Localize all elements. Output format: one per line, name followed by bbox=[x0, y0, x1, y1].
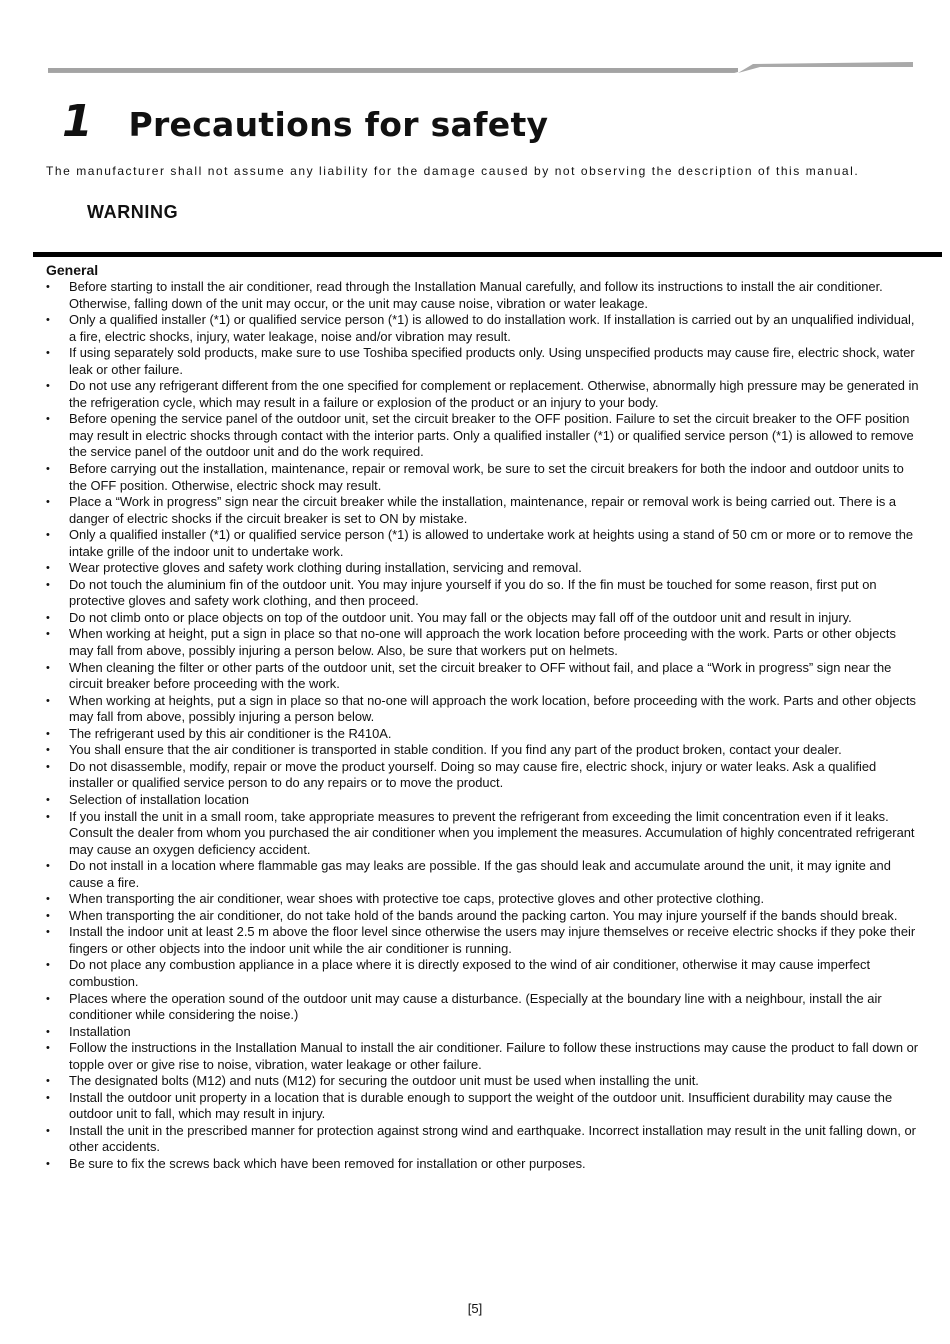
bullet-icon: • bbox=[46, 562, 50, 575]
bullet-icon: • bbox=[46, 529, 50, 542]
list-item-text: Do not install in a location where flammable gas may leaks are possible. If the gas should leak and accumulate around the unit, it may ignite and cause a fire. bbox=[69, 858, 891, 890]
list-item-text: When working at heights, put a sign in place so that no-one will approach the work location, before proceeding with the work. Parts and other objects may fall from above, possibly injuring a person below. bbox=[69, 692, 916, 725]
bullet-icon: • bbox=[46, 959, 50, 972]
list-item-text: When transporting the air conditioner, wear shoes with protective toe caps, protective gloves and other protective clothing. bbox=[69, 891, 765, 907]
bullet-icon: • bbox=[46, 661, 50, 674]
bullet-icon: • bbox=[46, 860, 50, 873]
list-item bbox=[46, 1073, 920, 1090]
section-heading: General bbox=[46, 262, 99, 278]
list-item bbox=[46, 560, 920, 577]
list-item bbox=[46, 527, 920, 560]
list-item bbox=[46, 742, 920, 759]
list-item bbox=[46, 792, 920, 809]
list-item-text: When transporting the air conditioner, do not take hold of the bands around the packing carton. You may injure yourself if the bands should break. bbox=[69, 907, 898, 923]
list-item bbox=[46, 610, 920, 627]
list-item bbox=[46, 1024, 920, 1041]
list-item-text: Only a qualified installer (*1) or qualified service person (*1) is allowed to do installation work. If installation is carried out by an unqualified individual, a fire, electric shocks, injury, water leakage, noise and/or vibration may result. bbox=[69, 312, 915, 344]
list-item-text: When working at height, put a sign in place so that no-one will approach the work location before proceeding with the work. Parts or other objects may fall from above, possibly injuring a person below. Also, be sure that workers put on helmets. bbox=[69, 626, 896, 659]
chapter-number: 1 bbox=[62, 96, 93, 147]
list-item-text: Do not disassemble, modify, repair or move the product yourself. Doing so may cause fire, electric shock, injury or water leaks. Ask a qualified installer or qualified service person to do any repairs or to move the product. bbox=[69, 758, 877, 791]
bullet-icon: • bbox=[46, 463, 50, 476]
list-item-text: Do not climb onto or place objects on top of the outdoor unit. You may fall or the objects may fall off of the outdoor unit and result in injury. bbox=[69, 609, 852, 625]
bullet-icon: • bbox=[46, 744, 50, 757]
bullet-icon: • bbox=[46, 380, 50, 393]
list-item-text: Wear protective gloves and safety work clothing during installation, servicing and removal. bbox=[69, 560, 582, 576]
list-item bbox=[46, 345, 920, 378]
list-item bbox=[46, 1156, 920, 1173]
bullet-icon: • bbox=[46, 1091, 50, 1104]
chapter-title: Precautions for safety bbox=[128, 105, 549, 144]
bullet-icon: • bbox=[46, 628, 50, 641]
list-item bbox=[46, 891, 920, 908]
list-item-text: When cleaning the filter or other parts of the outdoor unit, set the circuit breaker to OFF without fail, and place a “Work in progress” sign near the circuit breaker before proceeding with the work. bbox=[69, 659, 892, 692]
list-item-text: Do not place any combustion appliance in a place where it is directly exposed to the wind of air conditioner, otherwise it may cause imperfect combustion. bbox=[69, 957, 871, 989]
bullet-icon: • bbox=[46, 1075, 50, 1088]
list-item-text: Install the outdoor unit property in a location that is durable enough to support the weight of the outdoor unit. Insufficient durability may cause the outdoor unit to fall, which may result in injury. bbox=[69, 1089, 893, 1122]
bullet-icon: • bbox=[46, 413, 50, 426]
list-item bbox=[46, 1123, 920, 1156]
list-item-text: Before starting to install the air conditioner, read through the Installation Manual carefully, and follow its instructions to install the air conditioner. Otherwise, falling down of the unit may occur, or the unit may cause noise, vibration or water leakage. bbox=[69, 279, 883, 311]
list-item bbox=[46, 957, 920, 990]
list-item bbox=[46, 577, 920, 610]
liability-disclaimer: The manufacturer shall not assume any liability for the damage caused by not observing the description of this manual. bbox=[46, 164, 860, 178]
safety-content bbox=[46, 262, 920, 1173]
list-item-text: Follow the instructions in the Installation Manual to install the air conditioner. Failure to follow these instructions may cause the product to fall down or topple over or give rise to noise, vibration, water leakage or other failure. bbox=[69, 1040, 919, 1072]
list-item bbox=[46, 991, 920, 1024]
list-item-text: The refrigerant used by this air conditioner is the R410A. bbox=[69, 725, 392, 741]
list-item-text: Do not touch the aluminium fin of the outdoor unit. You may injure yourself if you do so. If the fin must be touched for some reason, first put on protective gloves and safety work clothing, and then proceed. bbox=[69, 576, 877, 609]
page-number: [5] bbox=[467, 1301, 483, 1316]
bullet-icon: • bbox=[46, 727, 50, 740]
bullet-icon: • bbox=[46, 694, 50, 707]
list-item bbox=[46, 1090, 920, 1123]
list-item-text: If you install the unit in a small room, take appropriate measures to prevent the refrigerant from exceeding the limit concentration even if it leaks. Consult the dealer from whom you purchased the air conditioner when you implement the measures. Accumulation of highly concentrated refrigerant may cause an oxygen deficiency accident. bbox=[69, 808, 915, 857]
list-item bbox=[46, 411, 920, 461]
bullet-icon: • bbox=[46, 909, 50, 922]
bullet-icon: • bbox=[46, 347, 50, 360]
list-item bbox=[46, 924, 920, 957]
list-item bbox=[46, 279, 920, 312]
list-item bbox=[46, 626, 920, 659]
list-item-text: Before carrying out the installation, maintenance, repair or removal work, be sure to set the circuit breakers for both the indoor and outdoor units to the OFF position. Otherwise, electric shock may result. bbox=[69, 461, 904, 493]
bullet-icon: • bbox=[46, 1025, 50, 1038]
list-item bbox=[46, 726, 920, 743]
bullet-icon: • bbox=[46, 611, 50, 624]
warning-label: WARNING bbox=[87, 202, 179, 222]
list-item bbox=[46, 660, 920, 693]
list-item-text: Do not use any refrigerant different from the one specified for complement or replacement. Otherwise, abnormally high pressure may be generated in the refrigeration cycle, which may result in a failure or explosion of the product or an injury to your body. bbox=[69, 378, 919, 410]
list-item-text: Place a “Work in progress” sign near the circuit breaker while the installation, maintenance, repair or removal work is being carried out. There is a danger of electric shocks if the circuit breaker is set to ON by mistake. bbox=[69, 494, 897, 526]
list-item-text: Install the indoor unit at least 2.5 m above the floor level since otherwise the users may injure themselves or receive electric shocks if they poke their fingers or other objects into the indoor unit while the air conditioner is running. bbox=[69, 924, 916, 956]
bullet-icon: • bbox=[46, 793, 50, 806]
list-item bbox=[46, 378, 920, 411]
list-item-text: If using separately sold products, make sure to use Toshiba specified products only. Using unspecified products may cause fire, electric shock, water leak or other failure. bbox=[69, 345, 915, 377]
list-item-text: Selection of installation location bbox=[69, 791, 249, 807]
list-item-text: Only a qualified installer (*1) or qualified service person (*1) is allowed to undertake work at heights using a stand of 50 cm or more or to remove the intake grille of the indoor unit to undertake work. bbox=[69, 527, 914, 559]
bullet-icon: • bbox=[46, 1042, 50, 1055]
bullet-icon: • bbox=[46, 1124, 50, 1137]
list-item-text: Before opening the service panel of the outdoor unit, set the circuit breaker to the OFF position. Failure to set the circuit breaker to the OFF position may result in electric shocks through contact with the interior parts. Only a qualified installer (*1) or qualified service person (*1) is allowed to remove the service panel of the outdoor unit and do the work required. bbox=[69, 411, 914, 460]
list-item-text: Installation bbox=[69, 1023, 131, 1039]
list-item-text: Be sure to fix the screws back which have been removed for installation or other purposes. bbox=[69, 1155, 586, 1171]
bullet-icon: • bbox=[46, 893, 50, 906]
list-item bbox=[46, 809, 920, 859]
list-item bbox=[46, 1040, 920, 1073]
bullet-icon: • bbox=[46, 281, 50, 293]
section-divider bbox=[33, 252, 942, 257]
bullet-icon: • bbox=[46, 926, 50, 939]
header-decorative-rule bbox=[48, 61, 913, 77]
list-item bbox=[46, 494, 920, 527]
list-item-text: Places where the operation sound of the outdoor unit may cause a disturbance. (Especially at the boundary line with a neighbour, install the air conditioner while considering the noise.) bbox=[69, 990, 882, 1023]
bullet-icon: • bbox=[46, 1157, 50, 1170]
list-item bbox=[46, 312, 920, 345]
bullet-icon: • bbox=[46, 760, 50, 773]
list-item bbox=[46, 693, 920, 726]
chapter-heading bbox=[62, 96, 548, 156]
list-item bbox=[46, 461, 920, 494]
precaution-list bbox=[46, 279, 920, 1173]
list-item bbox=[46, 858, 920, 891]
bullet-icon: • bbox=[46, 496, 50, 509]
list-item-text: Install the unit in the prescribed manner for protection against strong wind and earthquake. Incorrect installation may result in the unit falling down, or other accidents. bbox=[69, 1122, 916, 1155]
list-item bbox=[46, 908, 920, 925]
list-item-text: The designated bolts (M12) and nuts (M12) for securing the outdoor unit must be used when installing the unit. bbox=[69, 1073, 699, 1089]
bullet-icon: • bbox=[46, 992, 50, 1005]
list-item bbox=[46, 759, 920, 792]
bullet-icon: • bbox=[46, 578, 50, 591]
bullet-icon: • bbox=[46, 810, 50, 823]
bullet-icon: • bbox=[46, 314, 50, 327]
list-item-text: You shall ensure that the air conditioner is transported in stable condition. If you find any part of the product broken, contact your dealer. bbox=[69, 742, 842, 758]
